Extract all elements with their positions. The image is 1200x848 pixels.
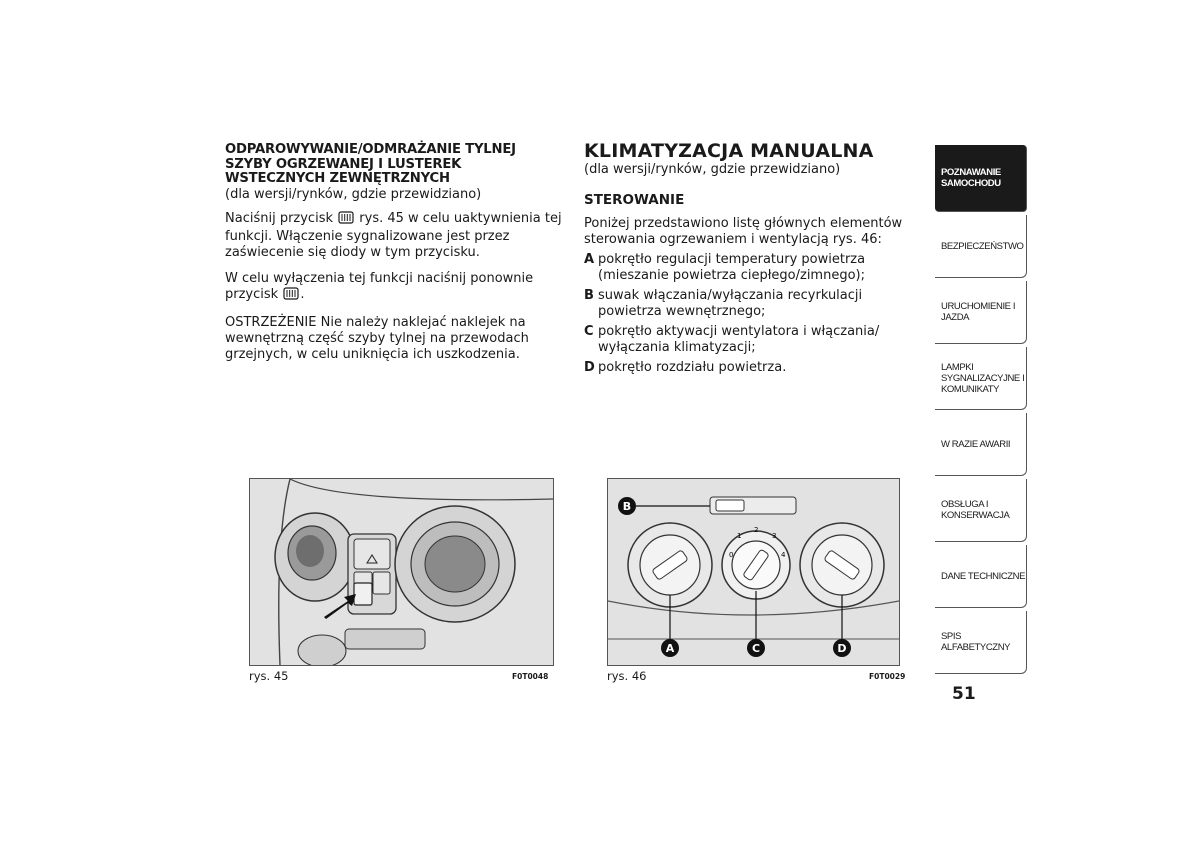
fan-scale-number: 3 bbox=[772, 532, 777, 540]
text-run: Naciśnij przycisk bbox=[225, 210, 333, 226]
item-key: D bbox=[584, 360, 595, 375]
callout-label: B bbox=[622, 500, 632, 513]
list-item bbox=[584, 288, 919, 320]
defrost-heading-line: WSTECZNYCH ZEWNĘTRZNYCH bbox=[225, 171, 450, 186]
tab-spis-alfabetyczny[interactable]: SPIS ALFABETYCZNY bbox=[935, 611, 1027, 674]
defrost-paragraph-2 bbox=[225, 271, 565, 305]
figure-45-dashboard bbox=[249, 478, 554, 666]
figure-46-climate-panel bbox=[607, 478, 900, 666]
section-title: KLIMATYZACJA MANUALNA bbox=[584, 140, 874, 162]
defrost-heading-line: SZYBY OGRZEWANEJ I LUSTEREK bbox=[225, 156, 462, 172]
item-key: C bbox=[584, 324, 594, 339]
tab-uruchomienie-i-jazda[interactable]: URUCHOMIENIE I JAZDA bbox=[935, 281, 1027, 344]
tab-obsluga-i-konserwacja[interactable]: OBSŁUGA I KONSERWACJA bbox=[935, 479, 1027, 542]
list-item bbox=[584, 360, 919, 376]
item-key: A bbox=[584, 252, 595, 267]
item-text: suwak włączania/wyłączania recyrkulacji powietrza wewnętrznego; bbox=[598, 288, 863, 319]
defrost-subtitle: (dla wersji/rynków, gdzie przewidziano) bbox=[225, 186, 482, 202]
rear-defrost-icon bbox=[283, 287, 299, 305]
tab-poznawanie-samochodu[interactable]: POZNAWANIE SAMOCHODU bbox=[935, 145, 1027, 212]
text-run: W celu wyłączenia tej funkcji naciśnij ponownie przycisk bbox=[225, 270, 534, 302]
defrost-paragraph-1 bbox=[225, 211, 565, 261]
tab-lampki-sygnalizacyjne[interactable]: LAMPKI SYGNALIZACYJNE I KOMUNIKATY bbox=[935, 347, 1027, 410]
figure-45-caption: rys. 45 bbox=[249, 669, 289, 683]
defrost-heading-line: ODPAROWYWANIE/ODMRAŻANIE TYLNEJ bbox=[225, 142, 516, 157]
warning-paragraph: OSTRZEŻENIE Nie należy naklejać naklejek na wewnętrzną część szyby tylnej na przewodach grzejnych, w celu uniknięcia ich uszkodzenia. bbox=[225, 314, 529, 362]
manual-ac-section bbox=[584, 140, 919, 376]
tab-bezpieczenstwo[interactable]: BEZPIECZEŃSTWO bbox=[935, 215, 1027, 278]
item-text: pokrętło aktywacji wentylatora i włączania/ wyłączania klimatyzacji; bbox=[598, 324, 880, 355]
fan-scale-number: 2 bbox=[754, 526, 759, 534]
callout-label: A bbox=[665, 642, 675, 655]
chapter-tabs bbox=[935, 145, 1027, 677]
controls-heading: STEROWANIE bbox=[584, 192, 685, 208]
item-key: B bbox=[584, 288, 594, 303]
text-run: . bbox=[300, 286, 305, 302]
climate-panel-illustration bbox=[608, 479, 899, 665]
tab-dane-techniczne[interactable]: DANE TECHNICZNE bbox=[935, 545, 1027, 608]
section-subtitle: (dla wersji/rynków, gdzie przewidziano) bbox=[584, 162, 841, 177]
figure-46-code: F0T0029 bbox=[869, 672, 906, 681]
callout-label: D bbox=[837, 642, 847, 655]
defrost-section bbox=[225, 143, 565, 363]
figure-46-caption: rys. 46 bbox=[607, 669, 647, 683]
page-number: 51 bbox=[952, 684, 976, 704]
defrost-heading bbox=[225, 143, 565, 187]
figure-45-code: F0T0048 bbox=[512, 672, 549, 681]
item-text: pokrętło rozdziału powietrza. bbox=[598, 360, 787, 375]
list-item bbox=[584, 324, 919, 356]
fan-scale-number: 1 bbox=[737, 532, 742, 540]
dashboard-illustration bbox=[250, 479, 553, 665]
fan-scale-number: 4 bbox=[781, 551, 786, 559]
controls-intro: Poniżej przedstawiono listę głównych elementów sterowania ogrzewaniem i wentylacją rys. 46: bbox=[584, 216, 903, 247]
tab-w-razie-awarii[interactable]: W RAZIE AWARII bbox=[935, 413, 1027, 476]
text-run: rys. 45 w celu uaktywnienia tej funkcji. Włączenie sygnalizowane jest przez zaświecenie się diody w tym przycisku. bbox=[225, 210, 562, 260]
controls-list bbox=[584, 252, 919, 376]
list-item bbox=[584, 252, 919, 284]
callout-label: C bbox=[751, 642, 761, 655]
rear-defrost-icon bbox=[338, 211, 354, 229]
item-text: pokrętło regulacji temperatury powietrza (mieszanie powietrza ciepłego/zimnego); bbox=[598, 252, 866, 283]
fan-scale-number: 0 bbox=[729, 551, 734, 559]
